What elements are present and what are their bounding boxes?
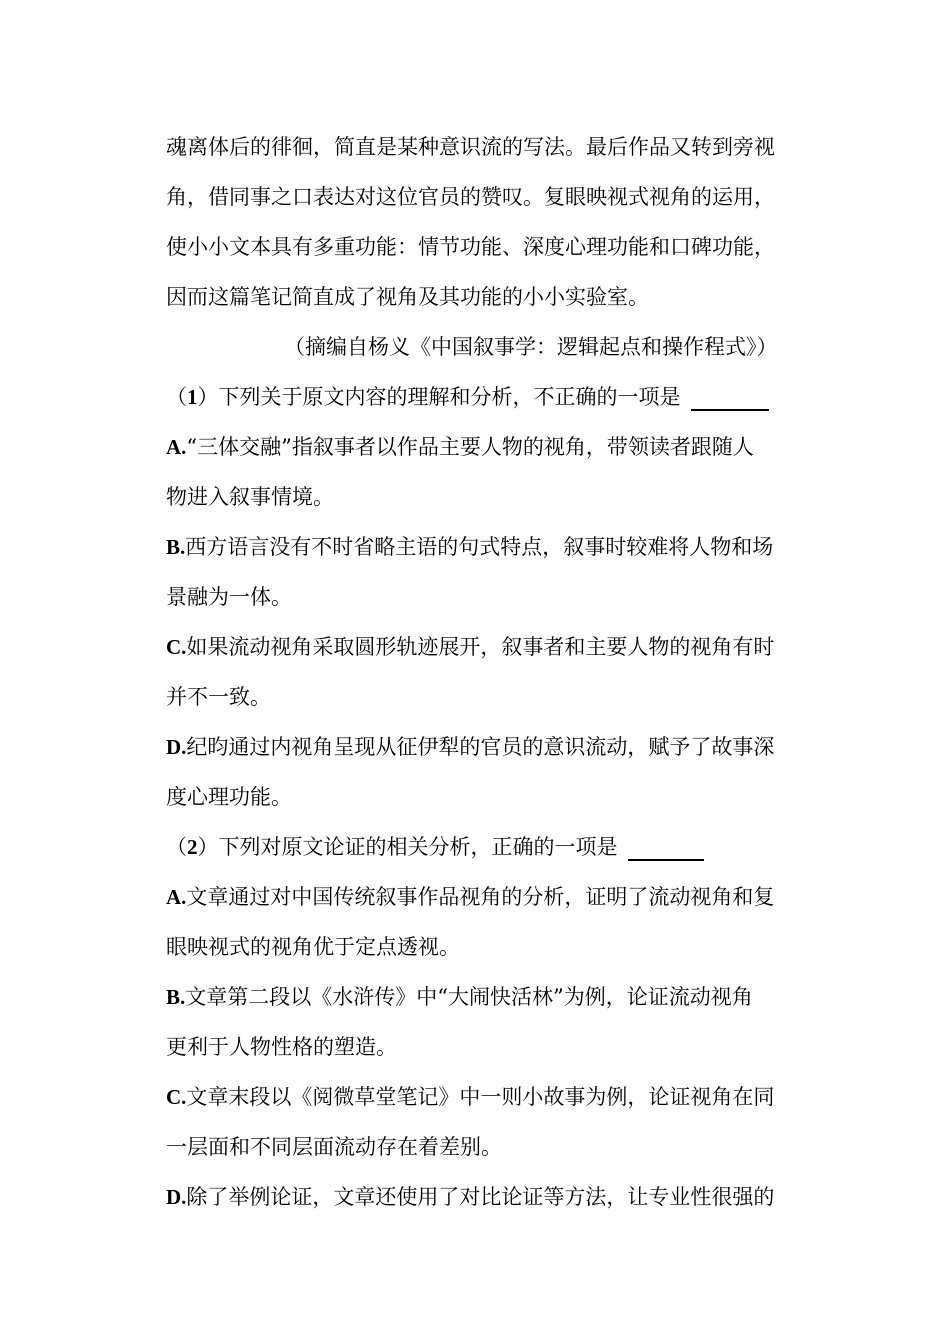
option-letter: C. <box>166 635 187 659</box>
option-letter: C. <box>166 1085 187 1109</box>
source-citation: （摘编自杨义《中国叙事学：逻辑起点和操作程式》） <box>284 335 778 359</box>
question-paren-close: ） <box>197 385 219 409</box>
option-text: 文章末段以《阅微草堂笔记》中一则小故事为例，论证视角在同 <box>186 1085 775 1109</box>
question-text: 下列对原文论证的相关分析，正确的一项是 <box>218 835 618 859</box>
answer-blank[interactable] <box>691 387 769 411</box>
option-letter: D. <box>166 735 187 759</box>
option-text: 纪昀通过内视角呈现从征伊犁的官员的意识流动，赋予了故事深 <box>186 735 775 759</box>
question-number: 2 <box>187 835 198 859</box>
question-paren-open: （ <box>166 835 187 859</box>
question-text: 下列关于原文内容的理解和分析，不正确的一项是 <box>218 385 681 409</box>
option-letter: B. <box>166 535 186 559</box>
option-text: 文章通过对中国传统叙事作品视角的分析，证明了流动视角和复 <box>186 885 775 909</box>
q1-option-a-cont: 物进入叙事情境。 <box>166 485 334 509</box>
option-letter: D. <box>166 1185 187 1209</box>
option-letter: A. <box>166 885 187 909</box>
question-paren-open: （ <box>166 385 187 409</box>
q1-option-d <box>166 733 806 761</box>
question-number: 1 <box>187 385 198 409</box>
option-text: “三体交融”指叙事者以作品主要人物的视角，带领读者跟随人 <box>186 435 754 459</box>
q2-option-a-cont: 眼映视式的视角优于定点透视。 <box>166 935 460 959</box>
answer-blank[interactable] <box>628 837 704 861</box>
question-paren-close: ） <box>197 835 219 859</box>
passage-line: 因而这篇笔记简直成了视角及其功能的小小实验室。 <box>166 285 649 309</box>
passage-line: 角，借同事之口表达对这位官员的赞叹。复眼映视式视角的运用， <box>166 185 775 209</box>
passage-line: 魂离体后的徘徊，简直是某种意识流的写法。最后作品又转到旁视 <box>166 135 775 159</box>
option-text: 除了举例论证，文章还使用了对比论证等方法，让专业性很强的 <box>186 1185 775 1209</box>
q2-option-a <box>166 883 806 911</box>
option-text: 西方语言没有不时省略主语的句式特点，叙事时较难将人物和场 <box>185 535 774 559</box>
q1-option-a <box>166 433 806 461</box>
question-2-stem <box>166 833 806 861</box>
q2-option-d <box>166 1183 806 1211</box>
q1-option-d-cont: 度心理功能。 <box>166 785 292 809</box>
q1-option-b-cont: 景融为一体。 <box>166 585 292 609</box>
q2-option-c <box>166 1083 806 1111</box>
passage-line: 使小小文本具有多重功能：情节功能、深度心理功能和口碑功能， <box>166 235 775 259</box>
question-1-stem <box>166 383 806 411</box>
option-letter: A. <box>166 435 187 459</box>
q2-option-b <box>166 983 806 1011</box>
q1-option-b <box>166 533 806 561</box>
q1-option-c-cont: 并不一致。 <box>166 685 271 709</box>
q2-option-c-cont: 一层面和不同层面流动存在着差别。 <box>166 1135 502 1159</box>
option-text: 文章第二段以《水浒传》中“大闹快活林”为例，论证流动视角 <box>185 985 753 1009</box>
q1-option-c <box>166 633 806 661</box>
q2-option-b-cont: 更利于人物性格的塑造。 <box>166 1035 397 1059</box>
option-letter: B. <box>166 985 186 1009</box>
option-text: 如果流动视角采取圆形轨迹展开，叙事者和主要人物的视角有时 <box>186 635 775 659</box>
